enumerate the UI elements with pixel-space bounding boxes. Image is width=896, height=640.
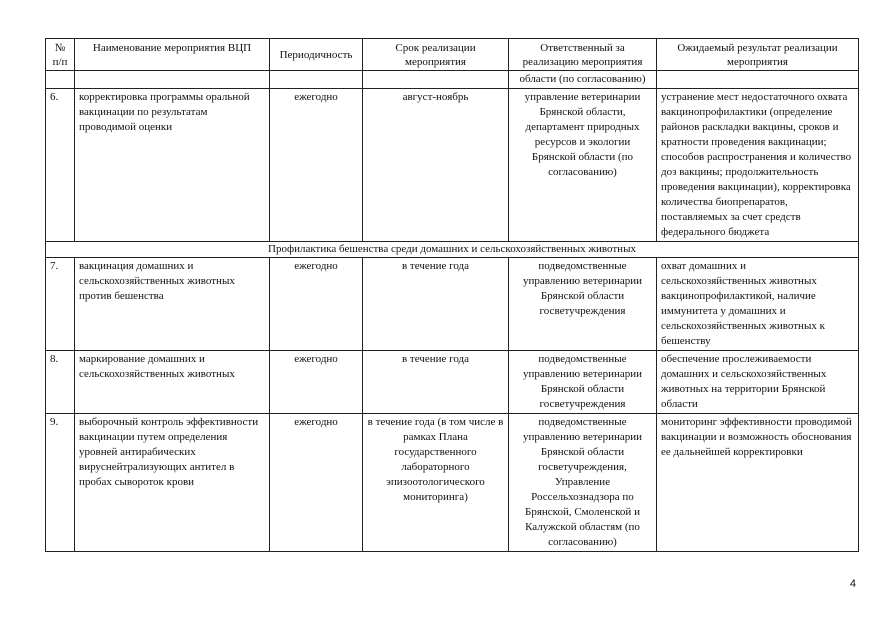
cell-period: ежегодно [270, 414, 363, 552]
cell-result: мониторинг эффективности проводимой вакцинации и возможность обоснования ее дальнейшей корректировки [657, 414, 859, 552]
cell-name: вакцинация домашних и сельскохозяйственных животных против бешенства [75, 258, 270, 351]
header-name: Наименование мероприятия ВЦП [75, 39, 270, 71]
page-number: 4 [849, 578, 856, 590]
plan-table [45, 38, 859, 552]
cell-period: ежегодно [270, 258, 363, 351]
cell-term: август-ноябрь [363, 89, 509, 242]
cell-term: в течение года [363, 351, 509, 414]
cell-num: 6. [46, 89, 75, 242]
cell-name: выборочный контроль эффективности вакцинации путем определения уровней антирабических вируснейтрализующих антител в пробах сывороток крови [75, 414, 270, 552]
cell-empty [363, 71, 509, 89]
table-row-continuation [46, 71, 859, 89]
cell-term: в течение года (в том числе в рамках Плана государственного лабораторного эпизоотологического мониторинга) [363, 414, 509, 552]
cell-empty [270, 71, 363, 89]
section-row [46, 242, 859, 258]
cell-empty [657, 71, 859, 89]
header-period: Периодичность [270, 39, 363, 71]
cell-term: в течение года [363, 258, 509, 351]
cell-period: ежегодно [270, 89, 363, 242]
section-title: Профилактика бешенства среди домашних и сельскохозяйственных животных [46, 242, 859, 258]
cell-result: обеспечение прослеживаемости домашних и сельскохозяйственных животных на территории Брянской области [657, 351, 859, 414]
cell-responsible: управление ветеринарии Брянской области, департамент природных ресурсов и экологии Брянской области (по согласованию) [509, 89, 657, 242]
cell-result: охват домашних и сельскохозяйственных животных вакцинопрофилактикой, наличие иммунитета у домашних и сельскохозяйственных животных к бешенству [657, 258, 859, 351]
table-row [46, 351, 859, 414]
table-row [46, 258, 859, 351]
cell-responsible: области (по согласованию) [509, 71, 657, 89]
cell-empty [75, 71, 270, 89]
cell-num: 7. [46, 258, 75, 351]
cell-name: маркирование домашних и сельскохозяйственных животных [75, 351, 270, 414]
table-row [46, 89, 859, 242]
header-term: Срок реализации мероприятия [363, 39, 509, 71]
header-responsible: Ответственный за реализацию мероприятия [509, 39, 657, 71]
cell-num: 9. [46, 414, 75, 552]
cell-name: корректировка программы оральной вакцинации по результатам проводимой оценки [75, 89, 270, 242]
table-header-row [46, 39, 859, 71]
cell-period: ежегодно [270, 351, 363, 414]
cell-empty [46, 71, 75, 89]
cell-responsible: подведомственные управлению ветеринарии Брянской области госветучреждения [509, 258, 657, 351]
cell-num: 8. [46, 351, 75, 414]
header-result: Ожидаемый результат реализации мероприятия [657, 39, 859, 71]
table-row [46, 414, 859, 552]
cell-responsible: подведомственные управлению ветеринарии Брянской области госветучреждения, Управление Россельхознадзора по Брянской, Смоленской и Калужской областям (по согласованию) [509, 414, 657, 552]
cell-result: устранение мест недостаточного охвата вакцинопрофилактики (определение районов раскладки вакцины, сроков и кратности проведения вакцинации; способов распространения и количество доз вакцины; продолжительность проведения вакцинации), корректировка количества биопрепаратов, поставляемых за счет средств федерального бюджета [657, 89, 859, 242]
header-num: № п/п [46, 39, 75, 71]
cell-responsible: подведомственные управлению ветеринарии Брянской области госветучреждения [509, 351, 657, 414]
